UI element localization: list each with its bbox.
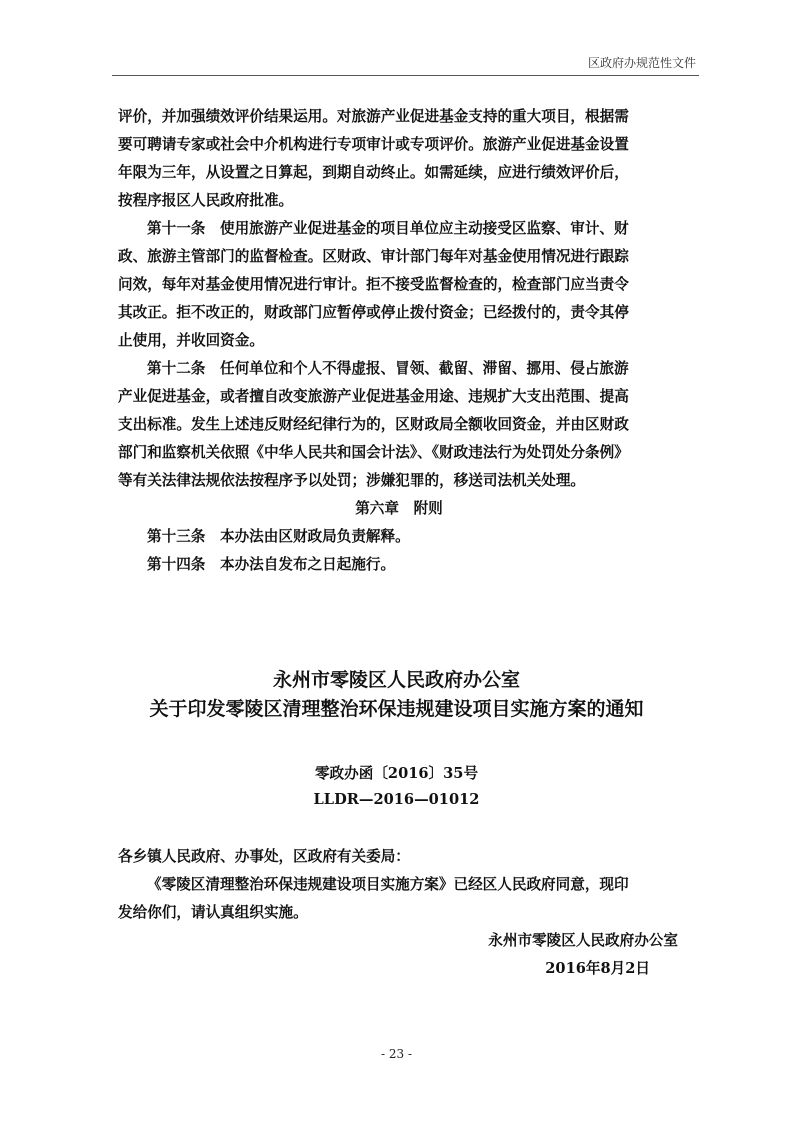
article-14: 第十四条 本办法自发布之日起施行。 [147,556,396,573]
text-line: 第十一条 使用旅游产业促进基金的项目单位应主动接受区监察、审计、财 [147,220,629,237]
text-line: 《零陵区清理整治环保违规建设项目实施方案》已经区人民政府同意，现印 [147,876,629,893]
running-header: 区政府办规范性文件 [587,56,696,70]
notice-body [118,843,680,983]
text-line: 等有关法律法规依法按程序予以处罚；涉嫌犯罪的，移送司法机关处理。 [118,472,586,489]
addressee: 各乡镇人民政府、办事处，区政府有关委局： [118,848,410,865]
signature: 永州市零陵区人民政府办公室 [488,932,678,949]
text-line: 第十二条 任何单位和个人不得虚报、冒领、截留、滞留、挪用、侵占旅游 [147,360,629,377]
text-line: 产业促进基金，或者擅自改变旅游产业促进基金用途、违规扩大支出范围、提高 [118,388,629,405]
text-line: 政、旅游主管部门的监督检查。区财政、审计部门每年对基金使用情况进行跟踪 [118,248,629,265]
date: 2016年8月2日 [545,960,650,977]
page-number: - 23 - [380,1047,412,1061]
text-line: 部门和监察机关依照《中华人民共和国会计法》、《财政违法行为处罚处分条例》 [118,444,629,461]
notice-issuer: 永州市零陵区人民政府办公室 [272,669,520,691]
text-line: 年限为三年，从设置之日算起，到期自动终止。如需延续，应进行绩效评价后， [118,164,629,181]
header-rule [112,75,699,76]
text-line: 发给你们，请认真组织实施。 [118,904,308,921]
text-line: 按程序报区人民政府批准。 [118,192,294,209]
text-line: 要可聘请专家或社会中介机构进行专项审计或专项评价。旅游产业促进基金设置 [118,136,629,153]
text-line: 评价，并加强绩效评价结果运用。对旅游产业促进基金支持的重大项目，根据需 [118,108,629,125]
registration-number: LLDR—2016—01012 [313,791,480,808]
chapter-heading: 第六章 附则 [355,500,443,517]
text-line: 支出标准。发生上述违反财经纪律行为的，区财政局全额收回资金，并由区财政 [118,416,629,433]
document-number: 零政办函〔2016〕35号 [314,765,479,782]
text-line: 问效，每年对基金使用情况进行审计。拒不接受监督检查的，检查部门应当责令 [118,276,629,293]
notice-title: 关于印发零陵区清理整治环保违规建设项目实施方案的通知 [149,698,644,720]
text-line: 止使用，并收回资金。 [118,332,264,349]
section-continued-text [118,103,680,579]
text-line: 其改正。拒不改正的，财政部门应暂停或停止拨付资金；已经拨付的，责令其停 [118,304,629,321]
article-13: 第十三条 本办法由区财政局负责解释。 [147,528,410,545]
